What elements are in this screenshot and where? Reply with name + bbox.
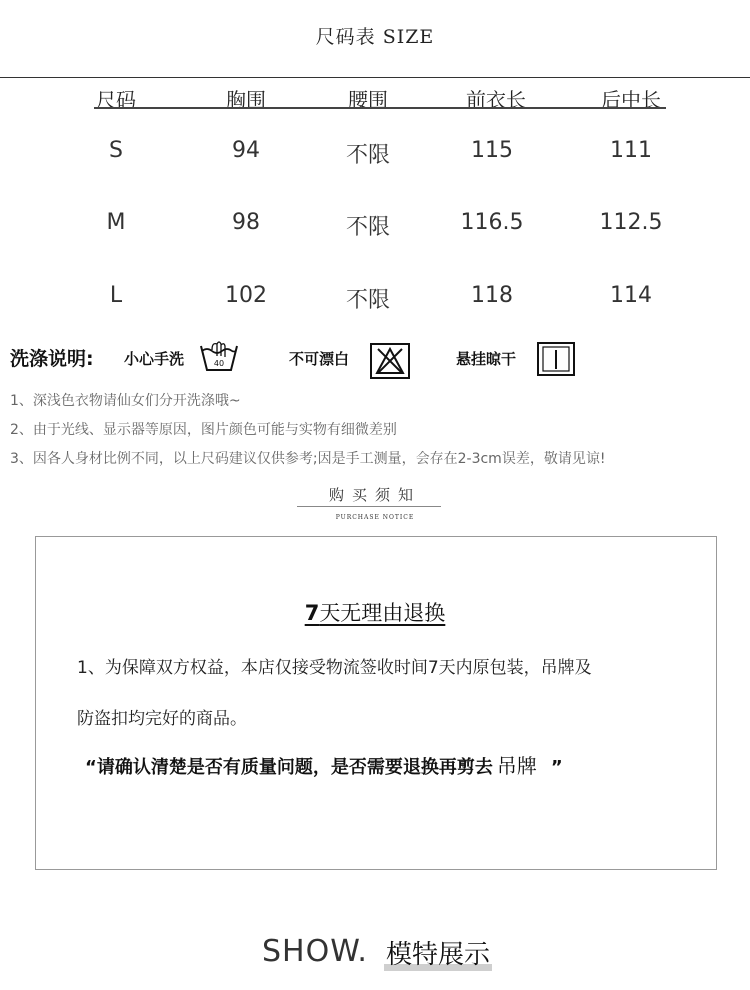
note-line: 2、由于光线、显示器等原因，图片颜色可能与实物有细微差别 [10, 422, 397, 438]
table-cell: 118 [471, 283, 513, 308]
table-cell: 不限 [345, 143, 390, 168]
divider [0, 77, 750, 78]
note-line: 3、因各人身材比例不同，以上尺码建议仅供参考;因是手工测量，会存在2-3cm误差，敬请见谅! [10, 451, 606, 467]
purchase-notice-title: 购买须知 [328, 486, 421, 504]
line-dry-icon [537, 342, 575, 376]
return-policy-box [35, 536, 717, 870]
page-title: 尺码表 SIZE [315, 26, 435, 48]
table-cell: 102 [225, 283, 267, 308]
hand-wash-icon [199, 340, 239, 374]
divider [297, 506, 441, 507]
table-cell: 不限 [345, 288, 390, 313]
table-cell: 98 [232, 210, 260, 235]
return-days: 7 [304, 601, 320, 625]
no-bleach-icon [370, 343, 410, 379]
policy-quote-tag: 吊牌 [496, 754, 537, 778]
show-heading: SHOW. [262, 934, 368, 969]
washing-title: 洗涤说明: [10, 348, 94, 370]
hand-wash-label: 小心手洗 [124, 350, 185, 368]
policy-line: 1、为保障双方权益，本店仅接受物流签收时间7天内原包装，吊牌及 [77, 658, 592, 678]
policy-quote-text: “请确认清楚是否有质量问题，是否需要退换再剪去 [85, 757, 493, 778]
return-title-text: 天无理由退换 [319, 601, 446, 625]
table-cell: 115 [471, 138, 513, 163]
line-dry-label: 悬挂晾干 [456, 350, 517, 368]
return-policy-title [0, 597, 750, 627]
table-cell: S [109, 138, 123, 163]
table-cell: L [109, 283, 123, 308]
table-header-cell: 前衣长 [466, 88, 526, 112]
table-cell: M [106, 210, 126, 235]
table-header-cell: 后中长 [601, 88, 661, 112]
policy-quote-end: ” [550, 757, 563, 778]
no-bleach-label: 不可漂白 [289, 350, 350, 368]
policy-quote [85, 750, 563, 779]
table-cell: 112.5 [599, 210, 663, 235]
table-cell: 94 [232, 138, 260, 163]
table-header-cell: 胸围 [226, 88, 266, 112]
purchase-notice-subtitle: PURCHASE NOTICE [335, 514, 415, 521]
show-heading-cn: 模特展示 [384, 934, 492, 971]
policy-line: 防盗扣均完好的商品。 [77, 709, 247, 729]
table-cell: 116.5 [460, 210, 524, 235]
table-header-cell: 尺码 [96, 88, 136, 112]
note-line: 1、深浅色衣物请仙女们分开洗涤哦~ [10, 393, 241, 409]
table-header-cell: 腰围 [348, 88, 388, 112]
table-cell: 111 [610, 138, 652, 163]
table-cell: 114 [610, 283, 652, 308]
table-header-underline [94, 107, 666, 109]
wash-temp-text: 40 [213, 359, 225, 368]
table-cell: 不限 [345, 215, 390, 240]
